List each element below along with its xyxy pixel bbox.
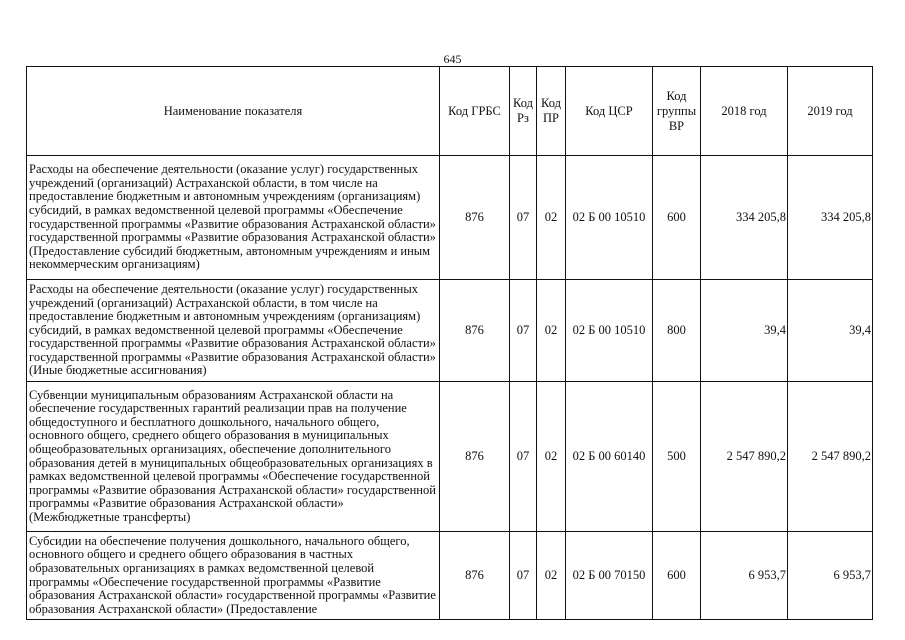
row-pr: 02 — [537, 280, 566, 382]
header-2018: 2018 год — [701, 67, 788, 156]
header-2019: 2019 год — [788, 67, 873, 156]
row-2019: 2 547 890,2 — [788, 382, 873, 532]
row-rz: 07 — [510, 156, 537, 280]
row-2018: 39,4 — [701, 280, 788, 382]
row-2019: 334 205,8 — [788, 156, 873, 280]
row-name: Субсидии на обеспечение получения дошкольного, начального общего, основного общего и среднего общего образования в частных образовательных организациях в рамках ведомственной целевой программы «Обеспечение государственной программы «Развитие образования Астраханской области» государственной программы «Развитие образования Астраханской области» (Предоставление — [27, 532, 440, 620]
header-rz: Код Рз — [510, 67, 537, 156]
table-row — [27, 532, 873, 620]
header-pr: Код ПР — [537, 67, 566, 156]
row-grbs: 876 — [440, 382, 510, 532]
page-number: 645 — [443, 52, 462, 66]
row-rz: 07 — [510, 382, 537, 532]
row-name: Субвенции муниципальным образованиям Астраханской области на обеспечение государственных гарантий реализации прав на получение общедоступного и бесплатного дошкольного, начального общего, основного общего, среднего общего образования в муниципальных общеобразовательных организациях, обеспечение дополнительного образования детей в муниципальных общеобразовательных организациях в рамках ведомственной целевой программы «Обеспечение государственной программы «Развитие образования Астраханской области» государственной программы «Развитие образования Астраханской области» (Межбюджетные трансферты) — [27, 382, 440, 532]
header-vr: Код группы ВР — [653, 67, 701, 156]
row-2019: 6 953,7 — [788, 532, 873, 620]
row-grbs: 876 — [440, 156, 510, 280]
row-csr: 02 Б 00 70150 — [566, 532, 653, 620]
row-vr: 600 — [653, 532, 701, 620]
row-name: Расходы на обеспечение деятельности (оказание услуг) государственных учреждений (организаций) Астраханской области, в том числе на предоставление бюджетным и автономным учреждениям (организациям) субсидий, в рамках ведомственной целевой программы «Обеспечение государственной программы «Развитие образования Астраханской области» государственной программы «Развитие образования Астраханской области» (Иные бюджетные ассигнования) — [27, 280, 440, 382]
row-csr: 02 Б 00 60140 — [566, 382, 653, 532]
row-rz: 07 — [510, 532, 537, 620]
row-vr: 800 — [653, 280, 701, 382]
row-rz: 07 — [510, 280, 537, 382]
header-row — [27, 67, 873, 156]
row-vr: 600 — [653, 156, 701, 280]
row-2018: 2 547 890,2 — [701, 382, 788, 532]
row-vr: 500 — [653, 382, 701, 532]
header-csr: Код ЦСР — [566, 67, 653, 156]
budget-table — [26, 66, 873, 620]
row-2019: 39,4 — [788, 280, 873, 382]
header-name: Наименование показателя — [27, 67, 440, 156]
table-row — [27, 156, 873, 280]
row-csr: 02 Б 00 10510 — [566, 156, 653, 280]
row-2018: 334 205,8 — [701, 156, 788, 280]
row-2018: 6 953,7 — [701, 532, 788, 620]
row-pr: 02 — [537, 532, 566, 620]
row-csr: 02 Б 00 10510 — [566, 280, 653, 382]
row-pr: 02 — [537, 382, 566, 532]
row-pr: 02 — [537, 156, 566, 280]
header-grbs: Код ГРБС — [440, 67, 510, 156]
row-name: Расходы на обеспечение деятельности (оказание услуг) государственных учреждений (организаций) Астраханской области, в том числе на предоставление бюджетным и автономным учреждениям (организациям) субсидий, в рамках ведомственной целевой программы «Обеспечение государственной программы «Развитие образования Астраханской области» государственной программы «Развитие образования Астраханской области» (Предоставление субсидий бюджетным, автономным учреждениям и иным некоммерческим организациям) — [27, 156, 440, 280]
table-row — [27, 280, 873, 382]
table-row — [27, 382, 873, 532]
row-grbs: 876 — [440, 280, 510, 382]
row-grbs: 876 — [440, 532, 510, 620]
